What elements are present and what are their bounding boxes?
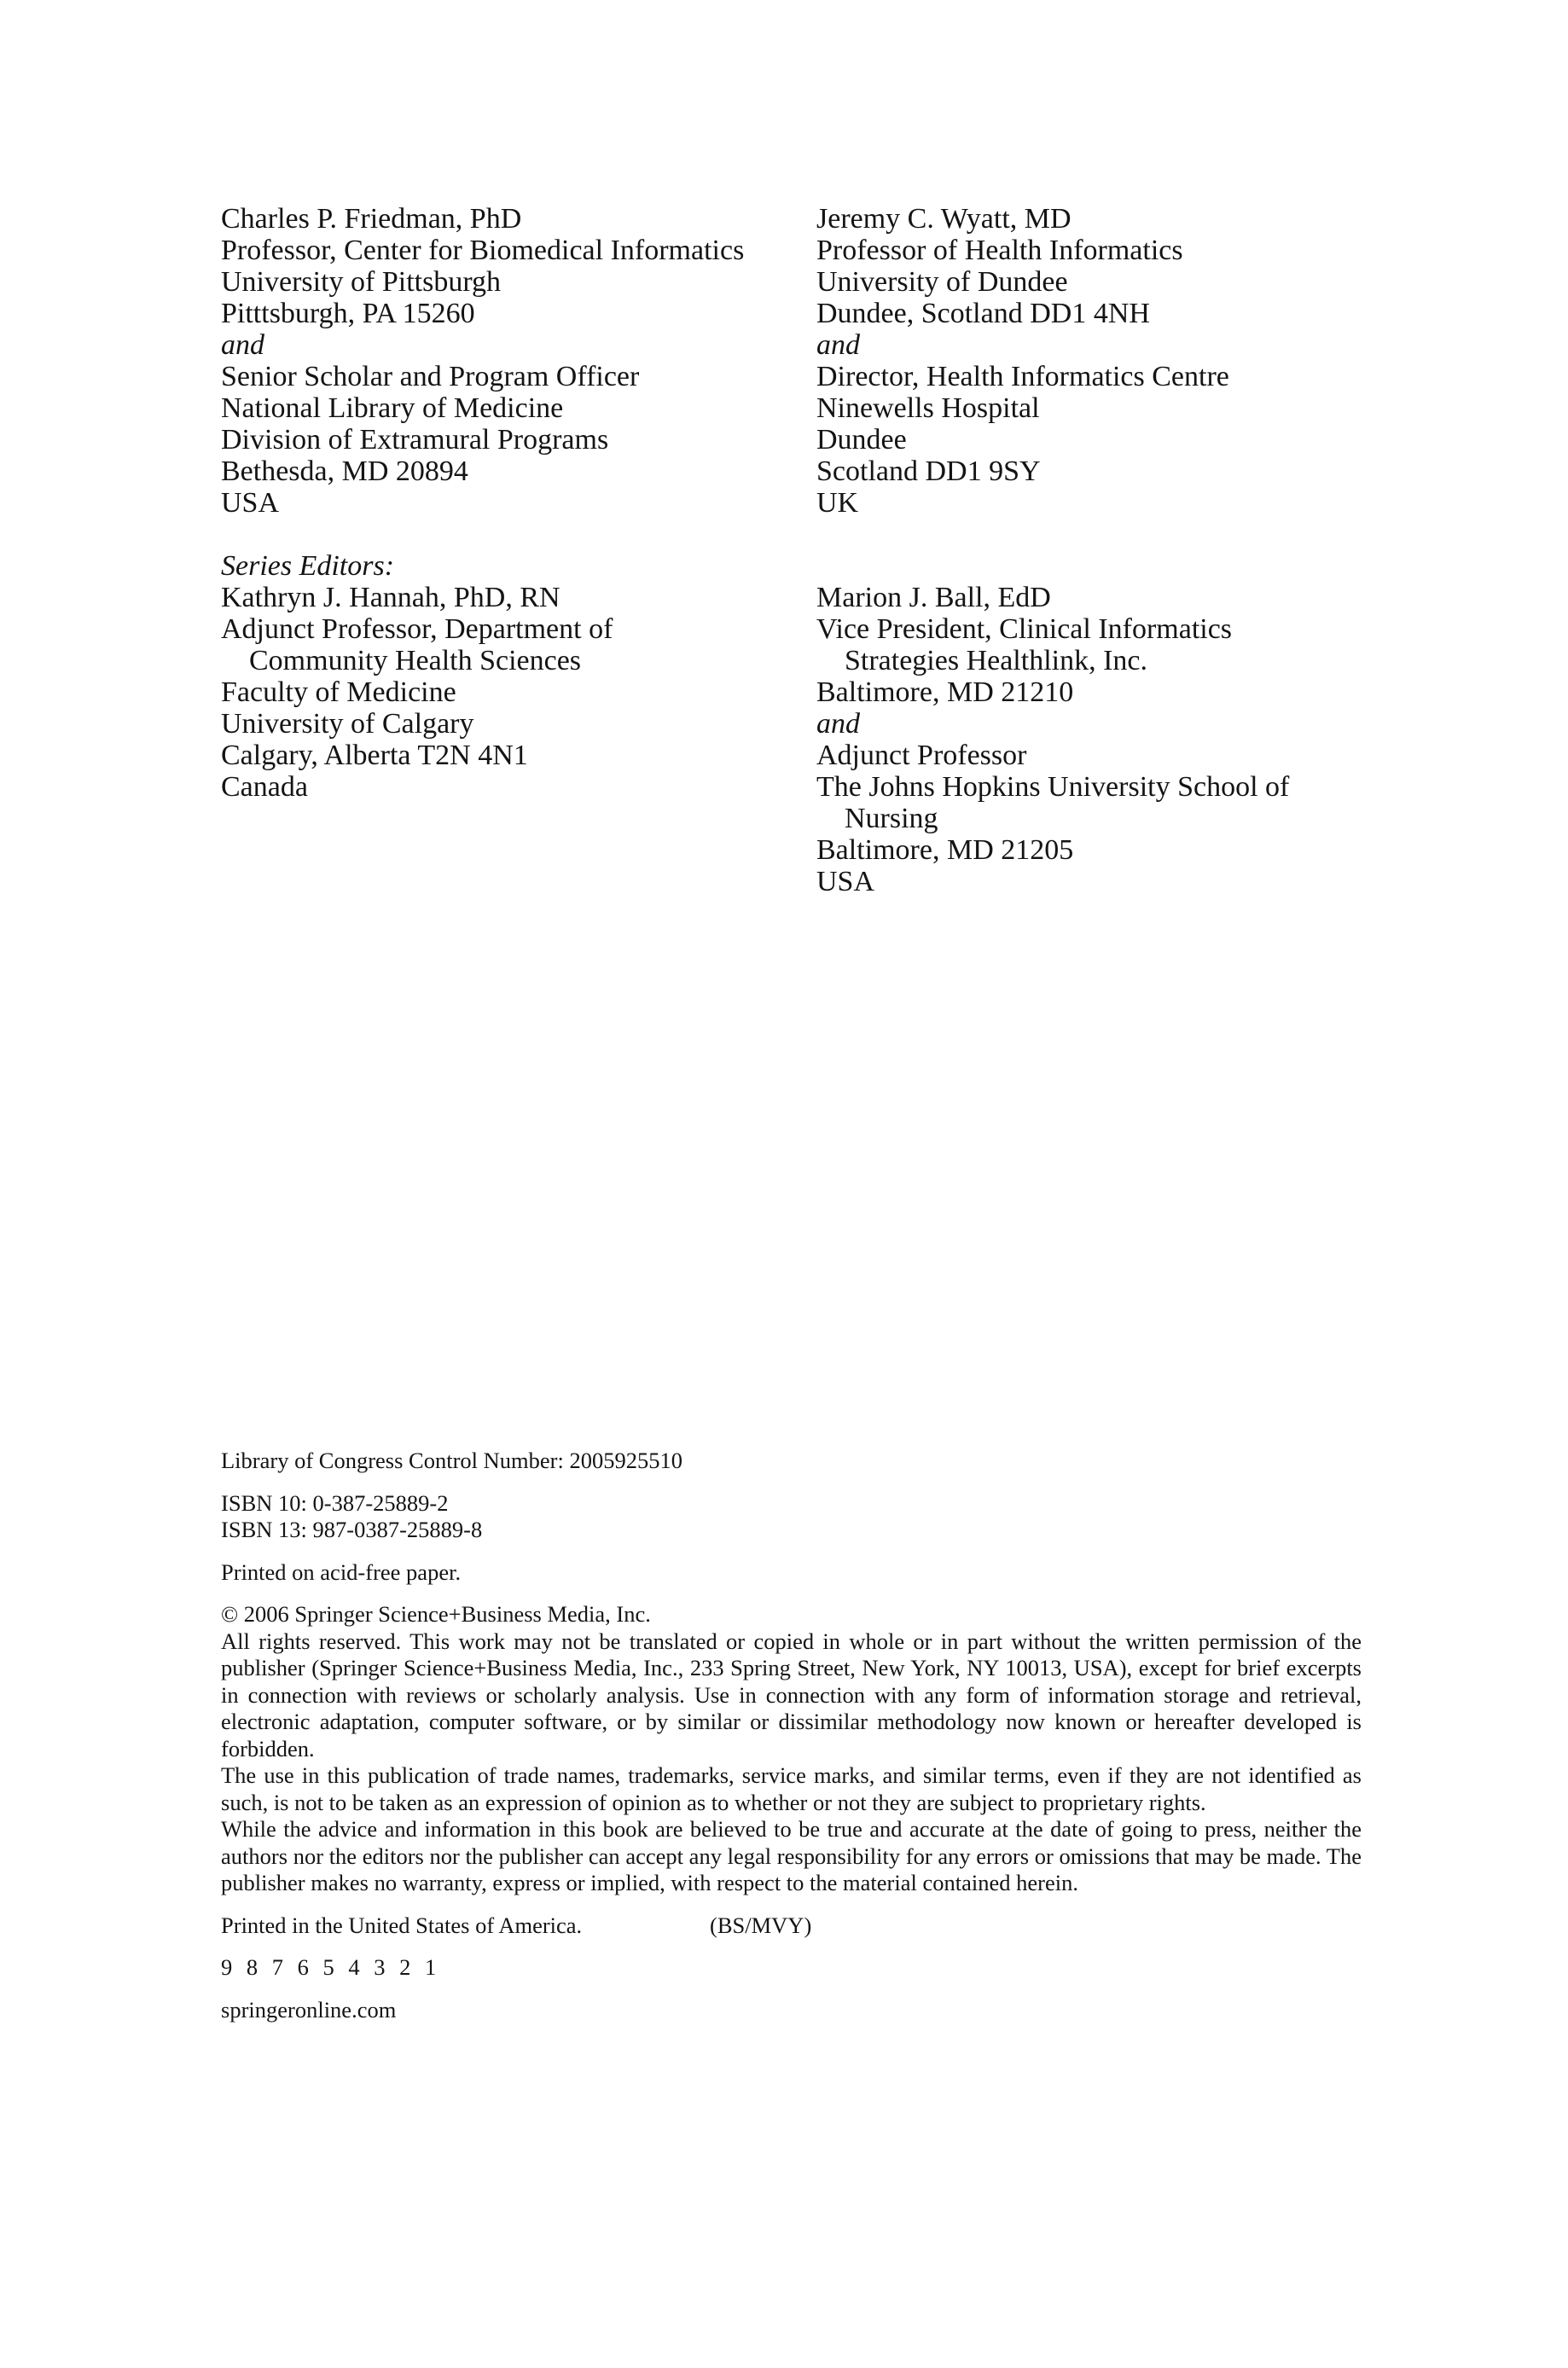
editor-affiliation: University of Calgary (221, 708, 474, 740)
rights-statement: All rights reserved. This work may not be translated or copied in whole or in part without the written permission of the publisher (Springer Science+Business Media, Inc., 233 Spring Street, New York, NY 10013, USA), except for brief excerpts in connection with reviews or scholarly analysis. Use in connection with any form of information storage and retrieval, electronic adaptation, computer software, or by similar or dissimilar methodology now known or hereafter developed is forbidden. (221, 1628, 1362, 1761)
acid-free-paper-note: Printed on acid-free paper. (221, 1558, 462, 1585)
author-title: Professor, Center for Biomedical Informatics (221, 235, 745, 266)
copyright-block (221, 1448, 1362, 2023)
editor-faculty: Faculty of Medicine (221, 676, 456, 708)
printed-in-row (221, 1912, 1362, 1940)
author-affiliation: University of Pittsburgh (221, 266, 502, 298)
author-name: Charles P. Friedman, PhD (221, 203, 522, 235)
author-name: Jeremy C. Wyatt, MD (816, 203, 1071, 235)
liability-disclaimer: While the advice and information in this book are believed to be true and accurate at the date of going to press, neither the authors nor the editors nor the publisher can accept any legal responsibility for any errors or omissions that may be made. The publisher makes no warranty, express or implied, with respect to the material contained herein. (221, 1816, 1362, 1895)
conjunction-and: and (221, 329, 264, 361)
printed-in-country: Printed in the United States of America. (221, 1912, 583, 1938)
conjunction-and: and (816, 708, 860, 740)
editor-affiliation-2: The Johns Hopkins University School of (816, 771, 1290, 803)
editor-affiliation: Strategies Healthlink, Inc. (845, 645, 1148, 676)
editor-address: Baltimore, MD 21210 (816, 676, 1074, 708)
author-title-2: Director, Health Informatics Centre (816, 361, 1229, 392)
editor-affiliation-2-continued: Nursing (845, 803, 938, 834)
copyright-notice: © 2006 Springer Science+Business Media, Inc. (221, 1601, 651, 1627)
author-friedman-block (221, 203, 744, 519)
editor-title-continued: Community Health Sciences (249, 645, 582, 676)
author-city: Dundee (816, 424, 907, 456)
author-wyatt-block (816, 203, 1229, 519)
editor-country: Canada (221, 771, 308, 803)
print-run-line: 9 8 7 6 5 4 3 2 1 (221, 1954, 441, 1980)
editor-name: Marion J. Ball, EdD (816, 582, 1051, 613)
editor-address: Calgary, Alberta T2N 4N1 (221, 740, 528, 771)
author-affiliation-2: Ninewells Hospital (816, 392, 1040, 424)
author-country: USA (221, 487, 280, 519)
author-address: Dundee, Scotland DD1 4NH (816, 298, 1150, 329)
author-affiliation-2: National Library of Medicine (221, 392, 564, 424)
publisher-website: springeronline.com (221, 1996, 397, 2023)
author-title-2: Senior Scholar and Program Officer (221, 361, 640, 392)
author-affiliation: University of Dundee (816, 266, 1068, 298)
isbn-13: ISBN 13: 987-0387-25889-8 (221, 1517, 483, 1542)
author-address-2: Scotland DD1 9SY (816, 456, 1041, 487)
series-editors-heading: Series Editors: (221, 550, 395, 582)
series-editor-hannah-block (221, 550, 613, 803)
lccn: Library of Congress Control Number: 2005925510 (221, 1448, 682, 1473)
printer-code: (BS/MVY) (710, 1912, 812, 1938)
editor-name: Kathryn J. Hannah, PhD, RN (221, 582, 560, 613)
author-title: Professor of Health Informatics (816, 235, 1183, 266)
series-editor-ball-block (816, 582, 1289, 897)
author-division: Division of Extramural Programs (221, 424, 609, 456)
editor-title: Vice President, Clinical Informatics (816, 613, 1233, 645)
editor-title: Adjunct Professor, Department of (221, 613, 613, 645)
isbn-10: ISBN 10: 0-387-25889-2 (221, 1489, 449, 1516)
conjunction-and: and (816, 329, 860, 361)
editor-title-2: Adjunct Professor (816, 740, 1027, 771)
trade-names-statement: The use in this publication of trade names, trademarks, service marks, and similar terms, even if they are not identified as such, is not to be taken as an expression of opinion as to whether or not they are subject to proprietary rights. (221, 1762, 1362, 1815)
author-country: UK (816, 487, 859, 519)
editor-address-2: Baltimore, MD 21205 (816, 834, 1074, 866)
author-address-2: Bethesda, MD 20894 (221, 456, 468, 487)
editor-country: USA (816, 866, 875, 897)
author-address: Pitttsburgh, PA 15260 (221, 298, 475, 329)
